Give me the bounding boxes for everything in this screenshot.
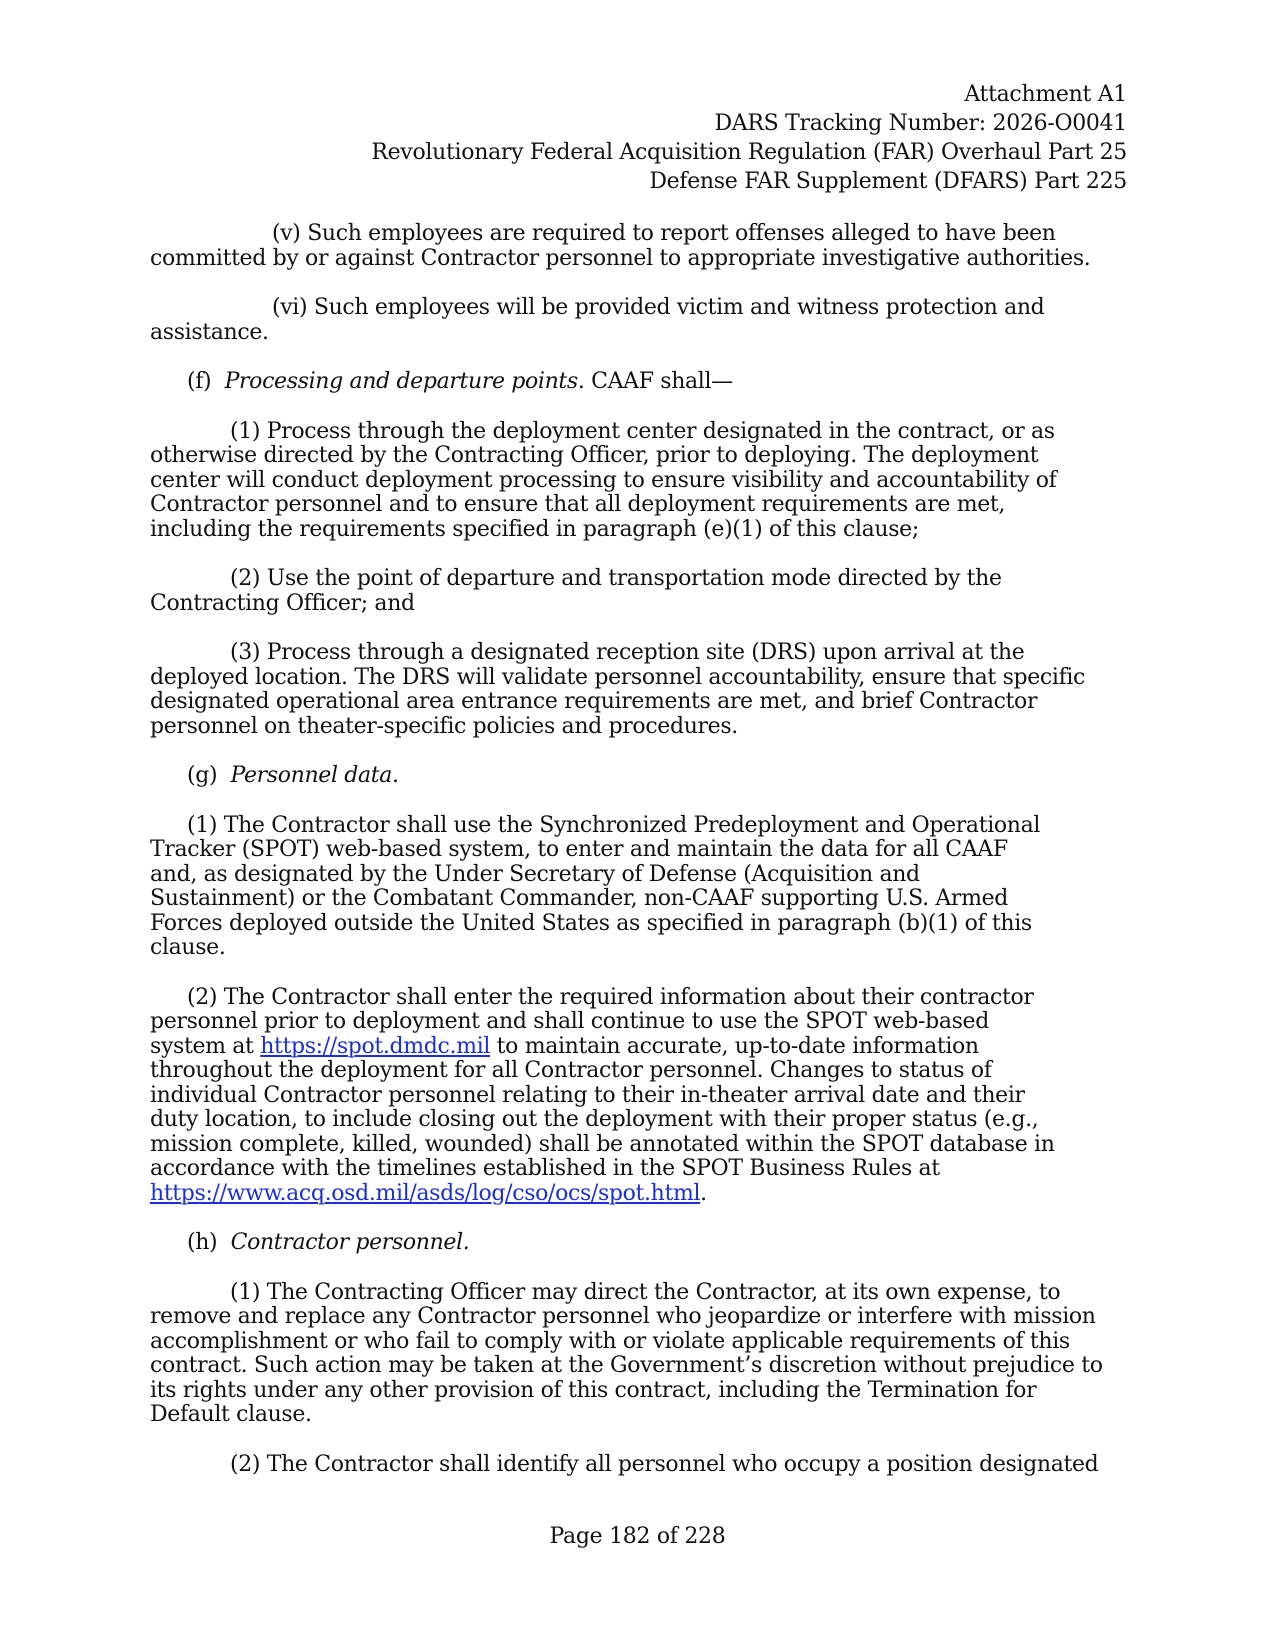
paragraph-line: its rights under any other provision of this contract, including the Termination for [150, 1377, 1037, 1403]
text-fragment: system at [150, 1033, 261, 1059]
paragraph-line: personnel prior to deployment and shall continue to use the SPOT web-based [150, 1009, 989, 1034]
paragraph-line: Sustainment) or the Combatant Commander, non-CAAF supporting U.S. Armed [150, 886, 1009, 911]
paragraph-line: (2) The Contractor shall identify all personnel who occupy a position designated [230, 1451, 1099, 1477]
page-number: Page 182 of 228 [549, 1524, 726, 1549]
paragraph-line: personnel on theater-specific policies and procedures. [150, 713, 738, 739]
paragraph-line: (2) Use the point of departure and transportation mode directed by the [230, 566, 1002, 591]
page-header [371, 80, 1127, 196]
paragraph-h1 [150, 1281, 1130, 1428]
paragraph-line: throughout the deployment for all Contractor personnel. Changes to status of [150, 1058, 992, 1083]
paragraph-line: Contractor personnel and to ensure that all deployment requirements are met, [150, 492, 1006, 517]
header-tracking-number: DARS Tracking Number: 2026-O0041 [714, 111, 1127, 136]
paragraph-line: committed by or against Contractor personnel to appropriate investigative authorities. [150, 245, 1091, 271]
header-dfars-part: Defense FAR Supplement (DFARS) Part 225 [649, 169, 1127, 194]
paragraph-heading: Personnel data. [230, 763, 399, 788]
paragraph-number: (g) [187, 763, 218, 788]
paragraph-v [150, 222, 1130, 271]
paragraph-line: duty location, to include closing out the deployment with their proper status (e.g., [150, 1107, 1039, 1132]
text-fragment: . [700, 1180, 707, 1206]
paragraph-line: (1) The Contracting Officer may direct the Contractor, at its own expense, to [230, 1279, 1061, 1305]
paragraph-f1 [150, 420, 1130, 543]
paragraph-line [150, 1231, 1130, 1256]
paragraph-line: accomplishment or who fail to comply with or violate applicable requirements of this [150, 1328, 1070, 1354]
paragraph-line: Contracting Officer; and [150, 590, 415, 616]
paragraph-line [150, 370, 1130, 395]
paragraph-line: contract. Such action may be taken at the Government’s discretion without prejudice to [150, 1353, 1103, 1378]
paragraph-line: Tracker (SPOT) web-based system, to enter and maintain the data for all CAAF [150, 837, 1008, 862]
paragraph-heading-rest: . CAAF shall— [577, 369, 733, 394]
header-attachment: Attachment A1 [964, 82, 1127, 107]
paragraph-f3 [150, 641, 1130, 739]
paragraph-line: assistance. [150, 319, 269, 345]
paragraph-number: (h) [187, 1230, 218, 1255]
paragraph-vi [150, 296, 1130, 345]
paragraph-line: accordance with the timelines established in the SPOT Business Rules at [150, 1156, 940, 1181]
paragraph-line [150, 764, 1130, 789]
paragraph-line: designated operational area entrance requirements are met, and brief Contractor [150, 689, 1038, 714]
paragraph-line: individual Contractor personnel relating to their in-theater arrival date and their [150, 1082, 1025, 1108]
paragraph-line: and, as designated by the Under Secretary of Defense (Acquisition and [150, 861, 920, 887]
paragraph-line: Forces deployed outside the United States as specified in paragraph (b)(1) of this [150, 910, 1032, 936]
spot-system-link[interactable]: https://spot.dmdc.mil [260, 1033, 491, 1059]
paragraph-line: (vi) Such employees will be provided victim and witness protection and [272, 295, 1045, 320]
paragraph-line: Default clause. [150, 1402, 312, 1427]
paragraph-g1 [150, 814, 1130, 961]
paragraph-line: including the requirements specified in paragraph (e)(1) of this clause; [150, 516, 919, 542]
paragraph-line [150, 1182, 1130, 1207]
paragraph-line: mission complete, killed, wounded) shall be annotated within the SPOT database in [150, 1131, 1055, 1157]
paragraph-line: (2) The Contractor shall enter the required information about their contractor [187, 984, 1034, 1010]
paragraph-g2 [150, 986, 1130, 1207]
paragraph-line [150, 1035, 1130, 1060]
paragraph-h2 [150, 1453, 1130, 1478]
paragraph-line: (1) Process through the deployment center designated in the contract, or as [230, 418, 1055, 444]
paragraph-line: deployed location. The DRS will validate personnel accountability, ensure that specific [150, 664, 1086, 690]
paragraph-number: (f) [187, 369, 212, 394]
paragraph-line: center will conduct deployment processing to ensure visibility and accountability of [150, 467, 1057, 493]
spot-business-rules-link[interactable]: https://www.acq.osd.mil/asds/log/cso/ocs/spot.html [150, 1180, 701, 1206]
paragraph-line: clause. [150, 935, 226, 960]
paragraph-f [150, 370, 1130, 395]
paragraph-line: (1) The Contractor shall use the Synchronized Predeployment and Operational [187, 812, 1041, 838]
header-far-part: Revolutionary Federal Acquisition Regulation (FAR) Overhaul Part 25 [371, 140, 1127, 165]
document-body [150, 222, 1130, 1477]
paragraph-h [150, 1231, 1130, 1256]
text-fragment: to maintain accurate, up-to-date information [490, 1033, 979, 1059]
paragraph-heading: Processing and departure points [224, 369, 578, 394]
paragraph-line: (v) Such employees are required to report offenses alleged to have been [272, 221, 1056, 246]
paragraph-line: (3) Process through a designated reception site (DRS) upon arrival at the [230, 640, 1025, 665]
paragraph-heading: Contractor personnel. [230, 1230, 470, 1255]
paragraph-f2 [150, 567, 1130, 616]
paragraph-line: otherwise directed by the Contracting Officer, prior to deploying. The deployment [150, 443, 1039, 468]
paragraph-line: remove and replace any Contractor personnel who jeopardize or interfere with mission [150, 1304, 1096, 1329]
paragraph-g [150, 764, 1130, 789]
